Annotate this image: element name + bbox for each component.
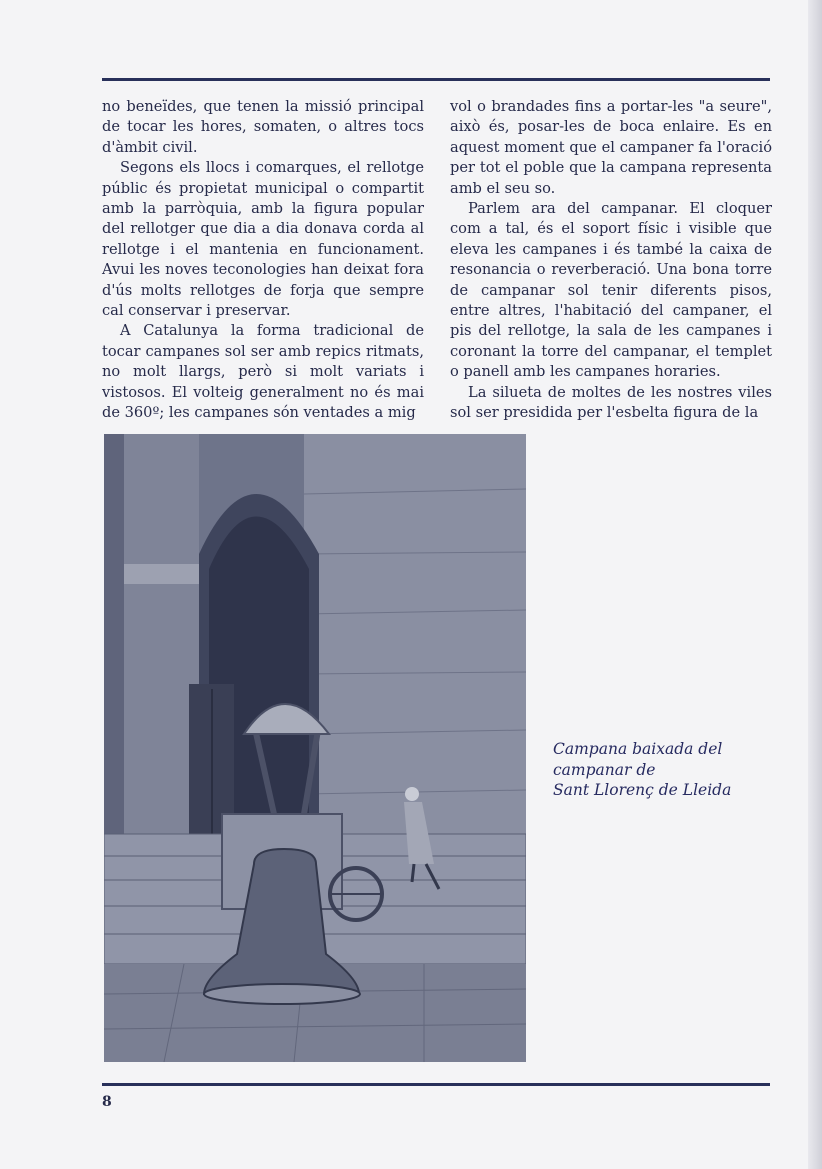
left-paragraph-3: A Catalunya la forma tradicional de tocar campanes sol ser amb repics ritmats, no molt llargs, però si molt variats i vistosos. El volteig generalment no és mai de 360º; les campanes són ventades a mig [102,322,424,422]
right-paragraph-2: Parlem ara del campanar. El cloquer com a tal, és el soport físic i visible que eleva les campanes i és també la caixa de resonancia o reverberació. Una bona torre de campanar sol tenir diferents pisos, entre altres, l'habitació del campaner, el pis del rellotge, la sala de les campanes i coronant la torre del campanar, el templet o panell amb les campanes horaries. [450,200,772,381]
right-paragraph-3: La silueta de moltes de les nostres viles sol ser presidida per l'esbelta figura de la [450,383,772,422]
bell-photograph [104,434,526,1062]
right-text-column [450,97,772,424]
caption-line-3: Sant Llorenç de Lleida [553,781,732,799]
left-text-column [102,97,424,424]
bell-photo-illustration [104,434,526,1062]
header-rule [102,78,770,81]
right-paragraph-1: vol o brandades fins a portar-les "a seure", això és, posar-les de boca enlaire. Es en aquest moment que el campaner fa l'oració per tot el poble que la campana representa amb el seu so. [450,98,772,197]
page-number: 8 [102,1094,112,1110]
left-paragraph-1: no beneïdes, que tenen la missió principal de tocar les hores, somaten, o altres tocs d'àmbit civil. [102,98,424,156]
footer-rule [102,1083,770,1086]
page-edge [808,0,822,1169]
photo-caption [553,739,753,801]
left-paragraph-2: Segons els llocs i comarques, el rellotge públic és propietat municipal o compartit amb la parròquia, amb la figura popular del rellotger que dia a dia donava corda al rellotge i el mantenia en funcionament. Avui les noves teconologies han deixat fora d'ús molts rellotges de forja que sempre cal conservar i preservar. [102,159,424,320]
caption-line-1: Campana baixada del [553,740,723,758]
caption-line-2: campanar de [553,760,656,779]
